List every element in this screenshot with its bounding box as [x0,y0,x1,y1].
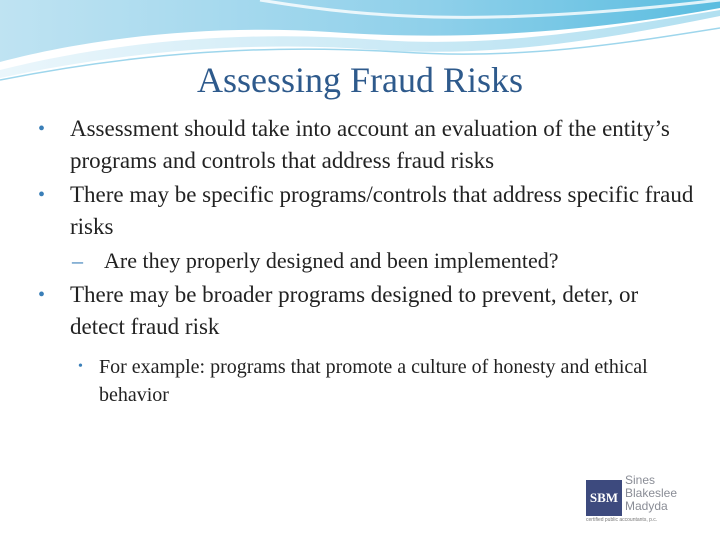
sub-bullet-item [38,245,698,277]
company-logo [586,474,678,524]
small-bullet-dot-icon: • [78,359,83,374]
bullet-text: There may be broader programs designed to prevent, deter, or detect fraud risk [70,282,639,339]
bullet-item [38,179,698,243]
logo-name: Blakeslee [625,486,678,500]
logo-mark: SBM [586,480,622,516]
slide-content [38,113,698,409]
logo-names [625,474,680,513]
bullet-dot-icon: • [38,118,46,140]
bullet-dot-icon: • [38,284,46,306]
dash-icon: – [72,248,83,273]
bullet-text: Assessment should take into account an evaluation of the entity’s programs and controls that address fraud risks [70,116,670,173]
bullet-text: There may be specific programs/controls that address specific fraud risks [70,182,694,239]
logo-name: Madyda [625,499,668,513]
sub-sub-bullet-item [38,353,698,409]
sub-sub-bullet-text: For example: programs that promote a culture of honesty and ethical behavior [99,356,648,406]
logo-name: Sines [625,473,656,487]
bullet-item [38,113,698,177]
sub-bullet-text: Are they properly designed and been implemented? [104,248,559,273]
slide-title: Assessing Fraud Risks [196,60,524,100]
bullet-item [38,279,698,343]
logo-tagline: certified public accountants, p.c. [586,517,658,523]
bullet-dot-icon: • [38,184,46,206]
